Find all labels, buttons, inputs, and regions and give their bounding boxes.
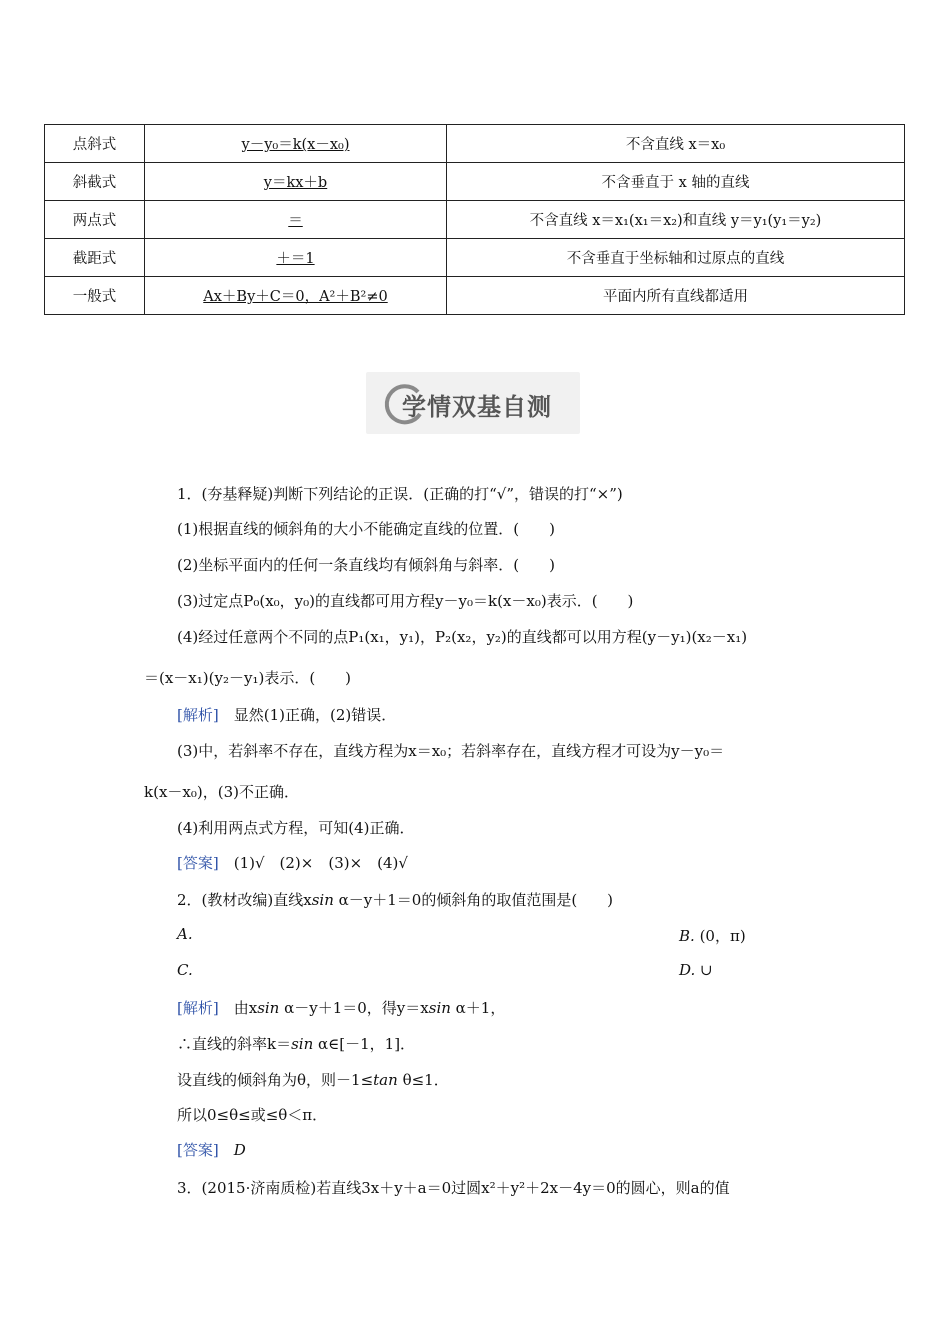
q1-statement-4-cont: ＝(x－x₁)(y₂－y₁)表示．( ) xyxy=(144,669,352,687)
analysis-tag: [解析] xyxy=(177,999,219,1017)
table-row xyxy=(45,163,905,201)
q2-option-d: D. ∪ xyxy=(679,961,713,979)
q2-option-c: C. xyxy=(177,961,193,979)
q1-statement-1: (1)根据直线的倾斜角的大小不能确定直线的位置．( ) xyxy=(177,520,555,538)
answer-tag: [答案] xyxy=(177,1141,219,1159)
q1-analysis-line: (3)中，若斜率不存在，直线方程为x＝x₀；若斜率存在，直线方程才可设为y－y₀＝ xyxy=(177,742,725,760)
q1-statement-2: (2)坐标平面内的任何一条直线均有倾斜角与斜率．( ) xyxy=(177,556,555,574)
form-scope: 平面内所有直线都适用 xyxy=(447,277,905,315)
form-scope: 不含垂直于 x 轴的直线 xyxy=(447,163,905,201)
form-name: 斜截式 xyxy=(45,163,145,201)
q2-analysis-line: 设直线的倾斜角为θ，则－1≤tan θ≤1． xyxy=(177,1071,449,1089)
q1-analysis-line: (4)利用两点式方程，可知(4)正确． xyxy=(177,819,415,837)
q3-stem: 3．(2015·济南质检)若直线3x＋y＋a＝0过圆x²＋y²＋2x－4y＝0的圆心，则a的值 xyxy=(177,1179,730,1197)
form-scope: 不含直线 x＝x₀ xyxy=(447,125,905,163)
form-name: 截距式 xyxy=(45,239,145,277)
q2-analysis-line: 所以0≤θ≤或≤θ＜π． xyxy=(177,1106,328,1124)
answer-tag: [答案] xyxy=(177,854,219,872)
q2-answer: [答案] D xyxy=(177,1141,246,1159)
form-name: 两点式 xyxy=(45,201,145,239)
q1-statement-3: (3)过定点P₀(x₀，y₀)的直线都可用方程y－y₀＝k(x－x₀)表示．( ) xyxy=(177,592,634,610)
form-scope: 不含垂直于坐标轴和过原点的直线 xyxy=(447,239,905,277)
table-row xyxy=(45,239,905,277)
form-name: 点斜式 xyxy=(45,125,145,163)
q1-stem: 1．(夯基释疑)判断下列结论的正误．(正确的打“√”，错误的打“×”) xyxy=(177,485,623,503)
line-equation-forms-table xyxy=(44,124,905,315)
q1-answer: [答案] (1)√ (2)× (3)× (4)√ xyxy=(177,854,408,872)
q2-analysis: [解析] 由xsin α－y＋1＝0，得y＝xsin α＋1， xyxy=(177,999,506,1017)
form-formula: y＝kx＋b xyxy=(145,163,447,201)
q2-option-b: B. (0，π) xyxy=(679,927,746,945)
table-row xyxy=(45,201,905,239)
table-row xyxy=(45,125,905,163)
analysis-tag: [解析] xyxy=(177,706,219,724)
section-title: 学情双基自测 xyxy=(402,393,552,421)
q2-stem: 2．(教材改编)直线xsin α－y＋1＝0的倾斜角的取值范围是( ) xyxy=(177,891,614,909)
form-scope: 不含直线 x＝x₁(x₁＝x₂)和直线 y＝y₁(y₁＝y₂) xyxy=(447,201,905,239)
form-formula: y－y₀＝k(x－x₀) xyxy=(145,125,447,163)
q1-analysis: [解析] 显然(1)正确，(2)错误． xyxy=(177,706,397,724)
form-name: 一般式 xyxy=(45,277,145,315)
q2-analysis-line: ∴直线的斜率k＝sin α∈[－1，1]． xyxy=(177,1035,416,1053)
form-formula: Ax＋By＋C＝0，A²＋B²≠0 xyxy=(145,277,447,315)
q1-statement-4: (4)经过任意两个不同的点P₁(x₁，y₁)，P₂(x₂，y₂)的直线都可以用方程(y－y₁)(x₂－x₁) xyxy=(177,628,748,646)
form-formula: ＋＝1 xyxy=(145,239,447,277)
form-formula: ＝ xyxy=(145,201,447,239)
q2-option-a: A. xyxy=(177,925,193,943)
q1-analysis-line: k(x－x₀)，(3)不正确． xyxy=(144,783,299,801)
table-row xyxy=(45,277,905,315)
section-banner xyxy=(366,372,580,434)
